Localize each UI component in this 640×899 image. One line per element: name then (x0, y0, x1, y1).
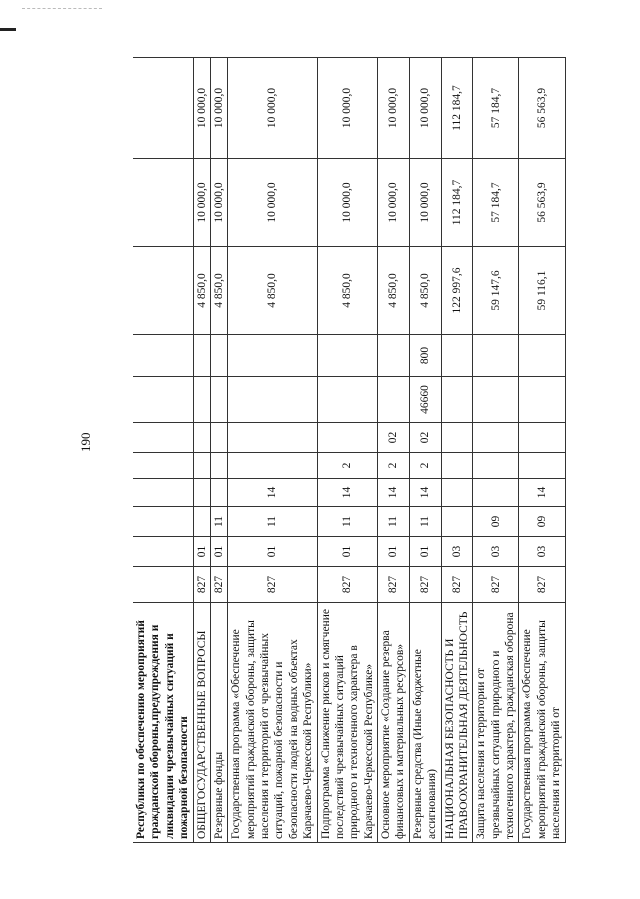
cell-vr (441, 335, 473, 377)
cell-cs2 (193, 453, 210, 479)
cell-rz: 01 (409, 537, 441, 567)
cell-cs4 (193, 377, 210, 423)
cell-rz: 01 (210, 537, 227, 567)
cell-y3: 10 000,0 (228, 58, 317, 159)
cell-cs3 (133, 423, 193, 453)
cell-cs2: 2 (409, 453, 441, 479)
cell-y1: 4 850,0 (228, 247, 317, 335)
cell-cs3 (519, 423, 565, 453)
cell-vr (133, 335, 193, 377)
cell-rz: 03 (519, 537, 565, 567)
cell-cs4 (441, 377, 473, 423)
cell-y1: 4 850,0 (409, 247, 441, 335)
table-row (441, 58, 473, 843)
cell-ved: 827 (378, 567, 410, 603)
cell-y1: 59 116,1 (519, 247, 565, 335)
cell-vr (519, 335, 565, 377)
cell-y2: 10 000,0 (378, 159, 410, 247)
cell-cs4 (228, 377, 317, 423)
cell-ved: 827 (228, 567, 317, 603)
table-row (473, 58, 519, 843)
cell-y1: 122 997,6 (441, 247, 473, 335)
cell-cs2 (133, 453, 193, 479)
table-row (193, 58, 210, 843)
row-name: НАЦИОНАЛЬНАЯ БЕЗОПАСНОСТЬ И ПРАВООХРАНИТЕЛЬНАЯ ДЕЯТЕЛЬНОСТЬ (441, 603, 473, 843)
cell-y2: 57 184,7 (473, 159, 519, 247)
cell-y1 (133, 247, 193, 335)
page-number: 190 (78, 432, 93, 452)
cell-vr: 800 (409, 335, 441, 377)
row-name: Государственная программа «Обеспечение мероприятий гражданской обороны, защиты населения и территорий от чрезвычайных ситуаций, пожарной безопасности и безопасности людей на водных объектах Карачаево-Черкесской Республики» (228, 603, 317, 843)
row-name: Основное мероприятие «Создание резерва финансовых и материальных ресурсов» (378, 603, 410, 843)
cell-cs4 (473, 377, 519, 423)
row-name: Защита населения и территории от чрезвычайных ситуаций природного и техногенного характера, гражданская оборона (473, 603, 519, 843)
cell-vr (193, 335, 210, 377)
scan-dash-line (22, 8, 102, 10)
cell-y3: 10 000,0 (193, 58, 210, 159)
cell-pr: 11 (317, 507, 378, 537)
cell-cs3: 02 (409, 423, 441, 453)
cell-cs3 (193, 423, 210, 453)
cell-y3: 10 000,0 (210, 58, 227, 159)
cell-y2: 56 563,9 (519, 159, 565, 247)
cell-vr (473, 335, 519, 377)
cell-y3: 56 563,9 (519, 58, 565, 159)
cell-cs1: 14 (409, 479, 441, 507)
row-name: ОБЩЕГОСУДАРСТВЕННЫЕ ВОПРОСЫ (193, 603, 210, 843)
row-name: Резервные фонды (210, 603, 227, 843)
cell-ved: 827 (473, 567, 519, 603)
cell-rz: 01 (317, 537, 378, 567)
cell-rz: 01 (193, 537, 210, 567)
cell-cs1 (473, 479, 519, 507)
row-name: Резервные средства (Иные бюджетные ассигнования) (409, 603, 441, 843)
cell-cs1 (193, 479, 210, 507)
cell-cs2: 2 (317, 453, 378, 479)
cell-vr (317, 335, 378, 377)
rotated-page (133, 58, 633, 843)
cell-cs3 (441, 423, 473, 453)
cell-rz (133, 537, 193, 567)
cell-y2: 10 000,0 (193, 159, 210, 247)
cell-y3: 57 184,7 (473, 58, 519, 159)
cell-cs3 (210, 423, 227, 453)
cell-cs1 (210, 479, 227, 507)
cell-cs4: 46660 (409, 377, 441, 423)
cell-y1: 4 850,0 (210, 247, 227, 335)
table-row (317, 58, 378, 843)
cell-cs2 (228, 453, 317, 479)
cell-vr (228, 335, 317, 377)
cell-pr: 11 (228, 507, 317, 537)
cell-cs1 (133, 479, 193, 507)
cell-y1: 4 850,0 (378, 247, 410, 335)
cell-cs1: 14 (228, 479, 317, 507)
cell-pr: 11 (210, 507, 227, 537)
cell-cs4 (210, 377, 227, 423)
cell-cs3 (473, 423, 519, 453)
cell-ved: 827 (441, 567, 473, 603)
cell-cs4 (133, 377, 193, 423)
cell-y3: 112 184,7 (441, 58, 473, 159)
cell-ved: 827 (210, 567, 227, 603)
cell-ved: 827 (317, 567, 378, 603)
cell-cs1: 14 (317, 479, 378, 507)
cell-cs2 (519, 453, 565, 479)
cell-y2: 10 000,0 (317, 159, 378, 247)
row-name: Республики по обеспечению мероприятий гражданской обороны,предупреждения и ликвидации чрезвычайных ситуаций и пожарной безопасности (133, 603, 193, 843)
scan-edge-mark (0, 28, 16, 31)
cell-cs1: 14 (519, 479, 565, 507)
cell-ved: 827 (519, 567, 565, 603)
table-row (519, 58, 565, 843)
table-row (210, 58, 227, 843)
cell-pr: 11 (378, 507, 410, 537)
cell-ved (133, 567, 193, 603)
cell-y1: 59 147,6 (473, 247, 519, 335)
cell-rz: 01 (228, 537, 317, 567)
table-row (409, 58, 441, 843)
cell-y2: 112 184,7 (441, 159, 473, 247)
cell-y3: 10 000,0 (409, 58, 441, 159)
cell-cs1 (441, 479, 473, 507)
table-row (133, 58, 193, 843)
cell-cs2: 2 (378, 453, 410, 479)
cell-pr (441, 507, 473, 537)
cell-cs3 (228, 423, 317, 453)
table-body (133, 58, 565, 843)
cell-cs4 (519, 377, 565, 423)
cell-y2: 10 000,0 (228, 159, 317, 247)
cell-pr (133, 507, 193, 537)
cell-pr (193, 507, 210, 537)
cell-rz: 01 (378, 537, 410, 567)
cell-y3 (133, 58, 193, 159)
row-name: Подпрограмма «Снижение рисков и смягчение последствий чрезвычайных ситуаций природного и техногенного характера в Карачаево-Черкесской Республике» (317, 603, 378, 843)
cell-cs2 (473, 453, 519, 479)
cell-cs3: 02 (378, 423, 410, 453)
cell-cs4 (317, 377, 378, 423)
cell-cs3 (317, 423, 378, 453)
row-name: Государственная программа «Обеспечение мероприятий гражданской обороны, защиты населения и территорий от (519, 603, 565, 843)
budget-table (133, 57, 566, 843)
cell-rz: 03 (441, 537, 473, 567)
cell-vr (210, 335, 227, 377)
cell-vr (378, 335, 410, 377)
cell-y3: 10 000,0 (317, 58, 378, 159)
table-row (378, 58, 410, 843)
cell-y2 (133, 159, 193, 247)
cell-y2: 10 000,0 (210, 159, 227, 247)
cell-rz: 03 (473, 537, 519, 567)
cell-cs2 (441, 453, 473, 479)
table-row (228, 58, 317, 843)
cell-ved: 827 (409, 567, 441, 603)
cell-ved: 827 (193, 567, 210, 603)
cell-y3: 10 000,0 (378, 58, 410, 159)
cell-pr: 11 (409, 507, 441, 537)
cell-y2: 10 000,0 (409, 159, 441, 247)
cell-y1: 4 850,0 (193, 247, 210, 335)
cell-y1: 4 850,0 (317, 247, 378, 335)
cell-cs1: 14 (378, 479, 410, 507)
cell-pr: 09 (519, 507, 565, 537)
cell-cs2 (210, 453, 227, 479)
cell-pr: 09 (473, 507, 519, 537)
cell-cs4 (378, 377, 410, 423)
